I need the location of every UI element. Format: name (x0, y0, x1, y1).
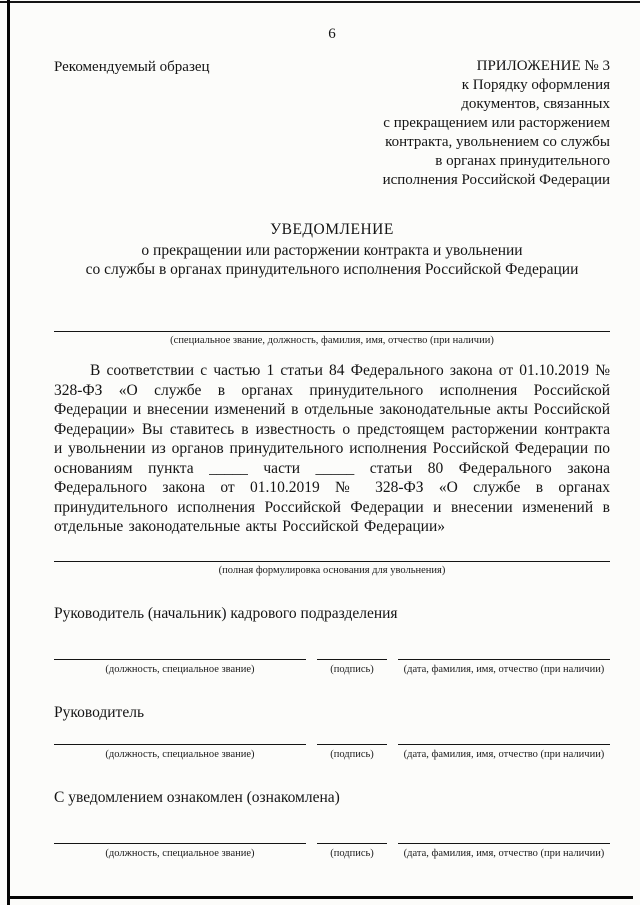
signature-sign-line (317, 843, 387, 860)
signature-caption: (должность, специальное звание) (105, 663, 255, 675)
signature-block-head (54, 704, 610, 761)
signature-name-line (398, 744, 610, 761)
appendix-line: контракта, увольнением со службы (385, 134, 610, 150)
signature-caption: (дата, фамилия, имя, отчество (при наличии) (403, 847, 605, 859)
appendix-line: к Порядку оформления (461, 77, 610, 93)
appendix-line: документов, связанных (461, 96, 610, 112)
signature-position-line (54, 843, 306, 860)
signature-caption: (подпись) (330, 748, 374, 760)
basis-section (54, 547, 610, 577)
signature-position-line (54, 744, 306, 761)
appendix-line: исполнения Российской Федерации (382, 172, 610, 188)
signature-caption: (должность, специальное звание) (105, 748, 255, 760)
title-line: со службы в органах принудительного исполнения Российской Федерации (85, 261, 579, 278)
signature-label: Руководитель (начальник) кадрового подразделения (54, 604, 398, 622)
signature-caption: (подпись) (330, 663, 374, 675)
signature-label: Руководитель (54, 703, 145, 721)
signature-position-line (54, 659, 306, 676)
title-line: о прекращении или расторжении контракта и увольнении (141, 242, 523, 259)
signature-row (54, 843, 610, 860)
page-number: 6 (328, 26, 336, 42)
recipient-fill-line (54, 317, 610, 332)
appendix-line: с прекращением или расторжением (383, 115, 610, 131)
recipient-caption: (специальное звание, должность, фамилия, имя, отчество (при наличии) (170, 335, 494, 346)
signature-sign-line (317, 659, 387, 676)
signature-caption: (дата, фамилия, имя, отчество (при наличии) (403, 663, 605, 675)
signature-label: С уведомлением ознакомлен (ознакомлена) (54, 788, 340, 806)
signature-caption: (должность, специальное звание) (105, 847, 255, 859)
signature-caption: (дата, фамилия, имя, отчество (при наличии) (403, 748, 605, 760)
title-line: УВЕДОМЛЕНИЕ (270, 221, 394, 238)
signature-caption: (подпись) (330, 847, 374, 859)
signature-row (54, 744, 610, 761)
signature-sign-line (317, 744, 387, 761)
basis-caption: (полная формулировка основания для увольнения) (218, 564, 446, 576)
recipient-section (54, 317, 610, 347)
signature-block-hr-head (54, 605, 610, 676)
appendix-line: ПРИЛОЖЕНИЕ № 3 (476, 58, 610, 74)
signature-name-line (398, 659, 610, 676)
appendix-block (383, 57, 610, 190)
basis-fill-line (54, 547, 610, 562)
signature-row (54, 659, 610, 676)
document-title (54, 220, 610, 279)
header-row (54, 57, 610, 190)
body-paragraph: В соответствии с частью 1 статьи 84 Федерального закона от 01.10.2019 № 328-ФЗ «О службе в органах принудительного исполнения Российской Федерации и внесении изменений в отдельные законодательные акты Российской Федерации» Вы ставитесь в известность о предстоящем расторжении контракта и увольнении из органов принудительного исполнения Российской Федерации по основаниям пункта _____ части _____ статьи 80 Федерального закона Федерального закона от 01.10.2019 № 328-ФЗ «О службе в органах принудительного исполнения Российской Федерации и внесении изменений в отдельные законодательные акты Российской Федерации» (54, 362, 610, 535)
sample-label: Рекомендуемый образец (54, 59, 210, 75)
signature-name-line (398, 843, 610, 860)
appendix-line: в органах принудительного (435, 153, 610, 169)
signature-block-acknowledged (54, 789, 610, 860)
